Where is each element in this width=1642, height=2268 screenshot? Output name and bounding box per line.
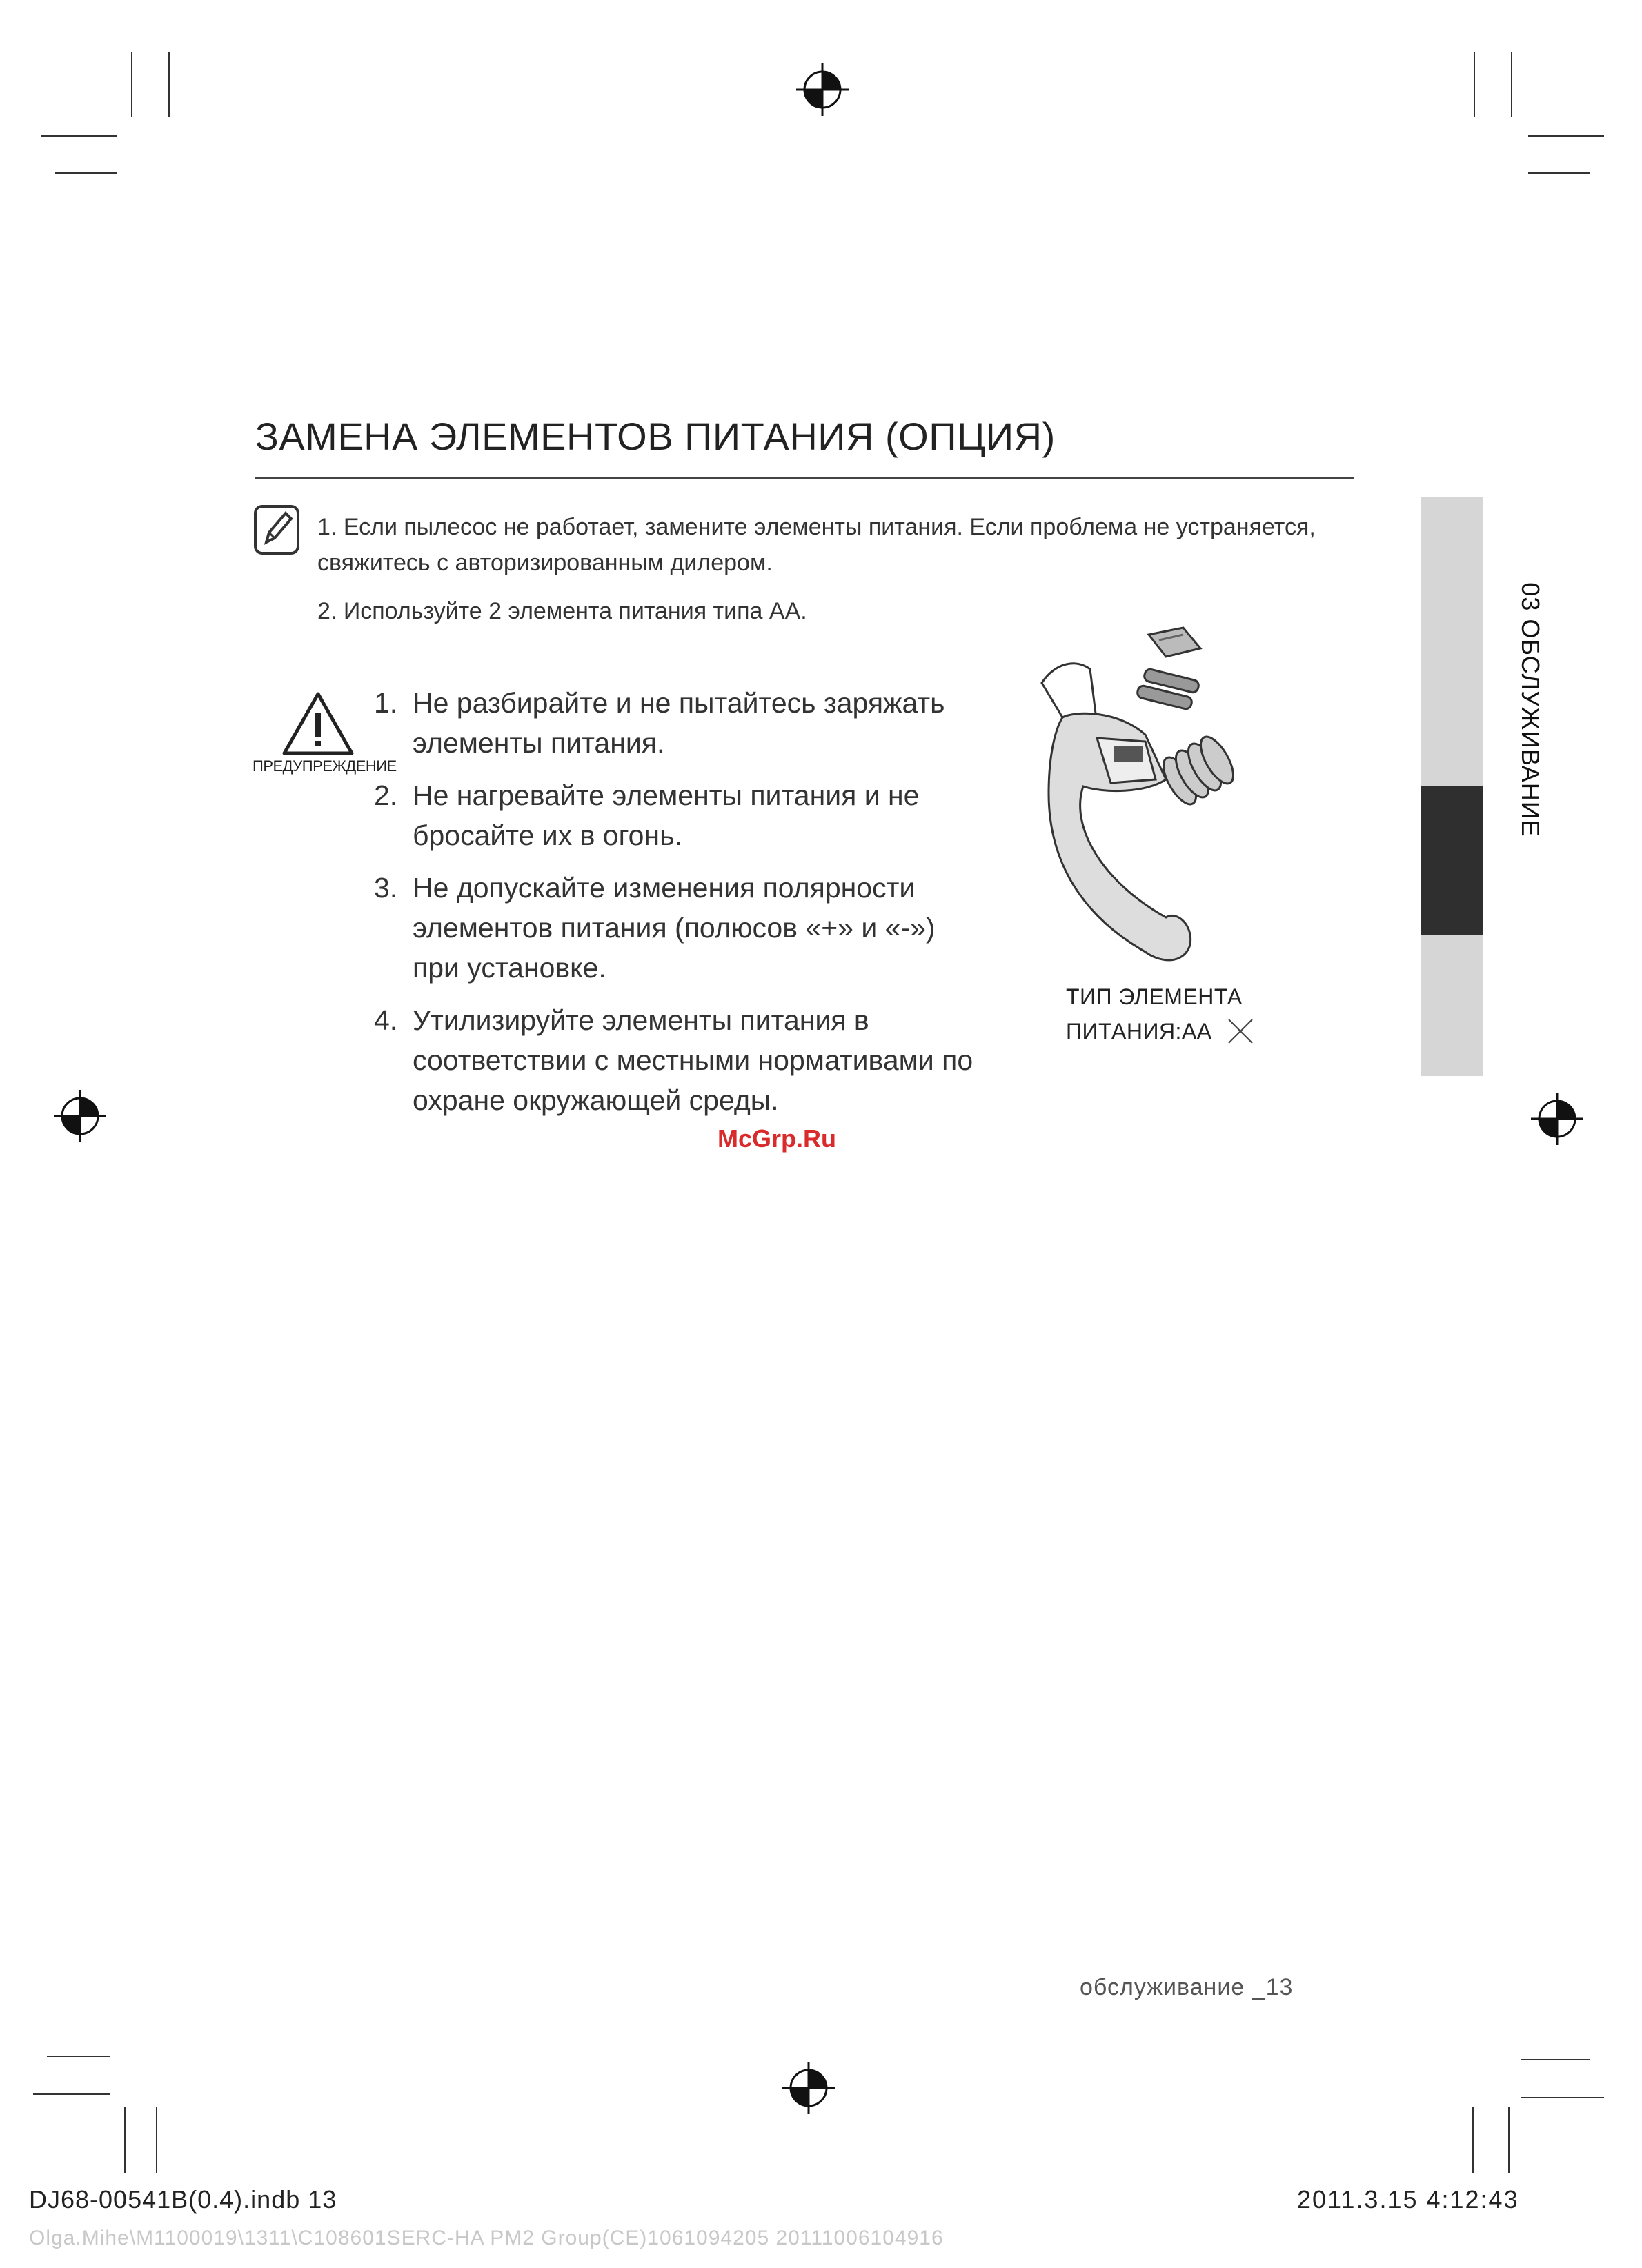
list-item-text: Не разбирайте и не пытайтесь заряжать элементы питания. — [413, 687, 945, 759]
crop-mark — [1472, 2107, 1474, 2173]
crop-mark — [156, 2107, 157, 2173]
crop-mark — [47, 2056, 110, 2057]
list-item — [374, 683, 1009, 763]
battery-aa-cross-icon — [1225, 1015, 1256, 1047]
note-item — [317, 509, 1338, 581]
page-number-label: обслуживание _13 — [1080, 1974, 1294, 2000]
note-pencil-icon — [253, 502, 302, 557]
chapter-label: 03 ОБСЛУЖИВАНИЕ — [1516, 582, 1545, 837]
print-slug-file: DJ68-00541B(0.4).indb 13 — [29, 2185, 337, 2214]
page-title: ЗАМЕНА ЭЛЕМЕНТОВ ПИТАНИЯ (ОПЦИЯ) — [255, 415, 1056, 458]
print-slug-path: Olga.Mihe\M1100019\1311\C108601SERC-HA PM2 Group(CE)1061094205 20111006104916 — [29, 2227, 944, 2249]
crop-mark — [1521, 2097, 1604, 2098]
list-item-text: Не допускайте изменения полярности элементов питания (полюсов «+» и «-») при установке. — [413, 872, 936, 984]
list-item-number: 3. — [374, 872, 398, 904]
warning-triangle-icon — [280, 690, 356, 759]
crop-mark — [33, 2093, 110, 2095]
crop-mark — [1528, 172, 1590, 174]
crop-mark — [55, 172, 117, 174]
crop-mark — [41, 135, 117, 137]
crop-mark — [124, 2107, 126, 2173]
crop-mark — [131, 52, 132, 117]
note-item-number: 1. — [317, 514, 337, 540]
warning-label: ПРЕДУПРЕЖДЕНИЕ — [253, 757, 397, 775]
registration-mark-icon — [793, 61, 851, 119]
list-item-number: 1. — [374, 687, 398, 719]
list-item-text: Не нагревайте элементы питания и не бросайте их в огонь. — [413, 779, 920, 851]
registration-mark-icon — [1528, 1090, 1586, 1148]
watermark: McGrp.Ru — [718, 1124, 837, 1153]
crop-mark — [1474, 52, 1475, 117]
list-item-text: Утилизируйте элементы питания в соответствии с местными нормативами по охране окружающей среды. — [413, 1004, 973, 1116]
crop-mark — [1521, 2059, 1590, 2060]
list-item-number: 2. — [374, 779, 398, 811]
note-item-number: 2. — [317, 598, 337, 624]
list-item — [374, 868, 1009, 988]
note-item-text: Если пылесос не работает, замените элементы питания. Если проблема не устраняется, свяжитесь с авторизированным дилером. — [317, 514, 1316, 576]
chapter-tab-marker — [1421, 786, 1483, 935]
registration-mark-icon — [780, 2059, 838, 2117]
battery-handle-illustration — [1028, 621, 1256, 979]
crop-mark — [1528, 135, 1604, 137]
list-item-number: 4. — [374, 1004, 398, 1036]
caption-text: ПИТАНИЯ:АА — [1066, 1019, 1212, 1044]
caption-line: ТИП ЭЛЕМЕНТА — [1066, 984, 1243, 1009]
note-item-text: Используйте 2 элемента питания типа АА. — [343, 598, 807, 624]
caption-line — [1066, 1014, 1256, 1048]
title-divider — [255, 477, 1354, 479]
crop-mark — [168, 52, 170, 117]
figure-caption — [1066, 979, 1256, 1048]
crop-mark — [1508, 2107, 1510, 2173]
print-slug-date: 2011.3.15 4:12:43 — [1297, 2185, 1519, 2214]
crop-mark — [1511, 52, 1512, 117]
warning-list — [374, 683, 1009, 1133]
registration-mark-icon — [51, 1087, 109, 1145]
list-item — [374, 1000, 1009, 1120]
list-item — [374, 775, 1009, 855]
